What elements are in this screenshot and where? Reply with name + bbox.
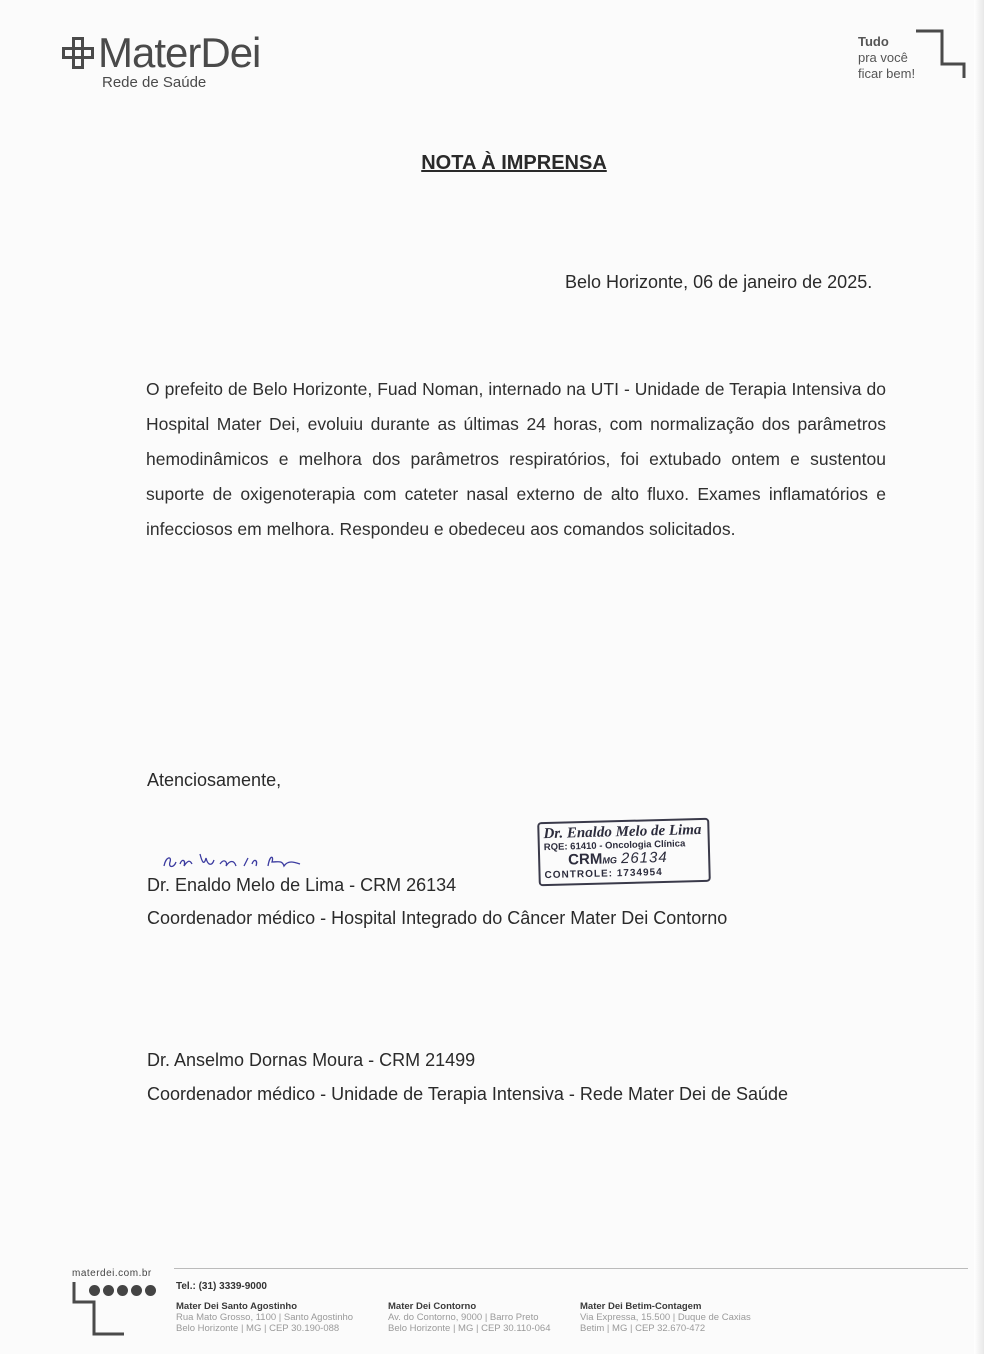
document-date: Belo Horizonte, 06 de janeiro de 2025. (565, 272, 873, 292)
stamp-control: CONTROLE: 1734954 (544, 866, 663, 882)
cross-icon (62, 37, 94, 69)
social-icon-2 (103, 1285, 114, 1296)
social-icon-5 (145, 1285, 156, 1296)
document-body: O prefeito de Belo Horizonte, Fuad Noman, internado na UTI - Unidade de Terapia Intensiva do Hospital Mater Dei, evoluiu durante as últimas 24 horas, com normalização dos parâmetros hemodinâmicos e melhora dos parâmetros respiratórios, foi extubado ontem e sustentou suporte de oxigenoterapia com cateter nasal externo de alto fluxo. Exames inflamatórios e infecciosos em melhora. Respondeu e obedeceu aos comandos solicitados. (146, 379, 886, 539)
social-icons (89, 1285, 156, 1296)
page-edge-shadow (974, 0, 984, 1354)
footer-unit-1: Mater Dei Santo Agostinho Rua Mato Grosso, 1100 | Santo Agostinho Belo Horizonte | MG | CEP 30.190-088 (176, 1301, 354, 1334)
bracket-top-right-icon (914, 28, 966, 78)
materdei-logo (62, 29, 261, 91)
social-icon-4 (131, 1285, 142, 1296)
signature-2-name: Dr. Anselmo Dornas Moura - CRM 21499 (147, 1050, 476, 1070)
stamp-name: Dr. Enaldo Melo de Lima (543, 821, 702, 843)
social-icon-3 (117, 1285, 128, 1296)
stamp-crm-number: 26134 (620, 848, 668, 868)
footer-divider (174, 1268, 968, 1269)
footer-tel: Tel.: (31) 3339-9000 (176, 1281, 267, 1292)
closing: Atenciosamente, (147, 770, 282, 790)
tagline-line-2: pra você (858, 50, 908, 65)
tagline-line-3: ficar bem! (858, 66, 916, 81)
footer-site: materdei.com.br (72, 1268, 152, 1279)
stamp-crm-label: CRM (567, 850, 603, 869)
document-title: NOTA À IMPRENSA (421, 152, 607, 174)
signature-1-role: Coordenador médico - Hospital Integrado do Câncer Mater Dei Contorno (147, 908, 728, 928)
signature-2-role: Coordenador médico - Unidade de Terapia Intensiva - Rede Mater Dei de Saúde (147, 1084, 789, 1104)
handwritten-signature-icon (160, 848, 310, 874)
logo-name: MaterDei (98, 29, 261, 76)
footer-unit-2: Mater Dei Contorno Av. do Contorno, 9000 | Barro Preto Belo Horizonte | MG | CEP 30.110-064 (388, 1301, 551, 1334)
tagline (858, 34, 915, 82)
doctor-stamp (537, 818, 711, 886)
signature-1-name: Dr. Enaldo Melo de Lima - CRM 26134 (147, 875, 457, 895)
logo-subtitle: Rede de Saúde (102, 74, 207, 91)
social-icon-1 (89, 1285, 100, 1296)
stamp-crm-state: MG (602, 855, 618, 866)
stamp-rqe: RQE: 61410 - Oncologia Clínica (543, 838, 686, 854)
tagline-line-1: Tudo (858, 34, 889, 49)
footer-unit-3: Mater Dei Betim-Contagem Via Expressa, 15.500 | Duque de Caxias Betim | MG | CEP 32.670-472 (580, 1301, 751, 1334)
